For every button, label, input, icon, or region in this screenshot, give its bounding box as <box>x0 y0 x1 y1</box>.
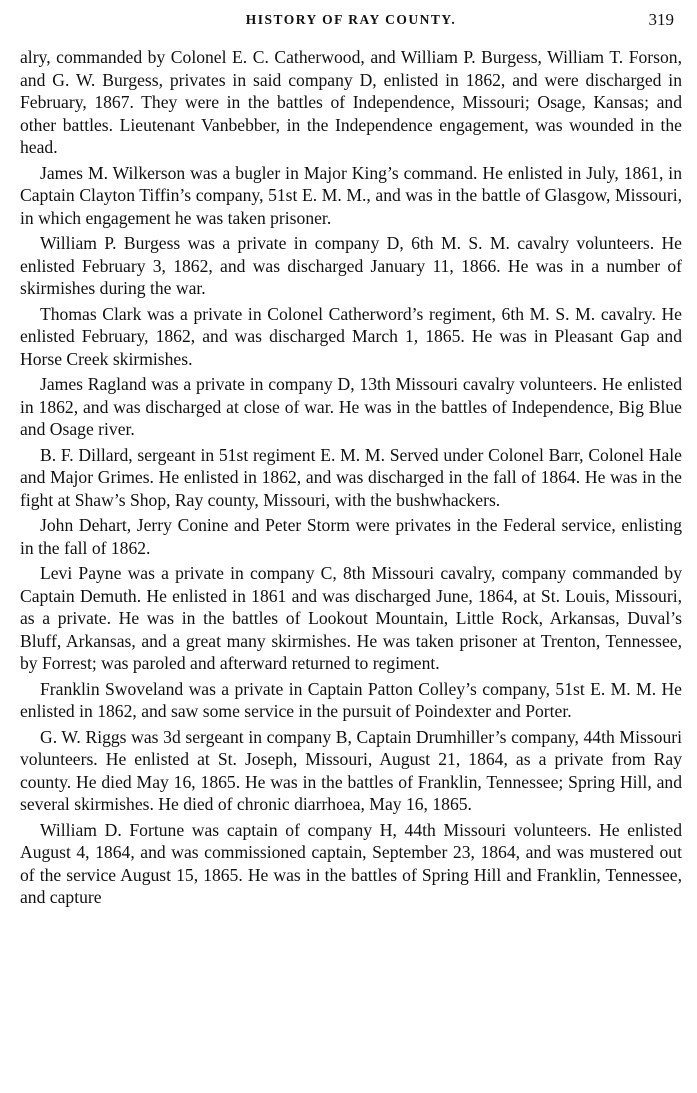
paragraph-swoveland: Franklin Swoveland was a private in Captain Patton Colley’s company, 51st E. M. M. He enlisted in 1862, and saw some service in the pursuit of Poindexter and Porter. <box>20 678 682 721</box>
paragraph-continued: alry, commanded by Colonel E. C. Catherwood, and William P. Burgess, William T. Forson, and G. W. Burgess, privates in said company D, enlisted in 1862, and were discharged in February, 1867. They were in the battles of Independence, Missouri; Osage, Kansas; and other battles. Lieutenant Vanbebber, in the Independence engagement, was wounded in the head. <box>20 47 682 157</box>
running-title: HISTORY OF RAY COUNTY. <box>245 12 457 27</box>
paragraph-dillard: B. F. Dillard, sergeant in 51st regiment E. M. M. Served under Colonel Barr, Colonel Hale and Major Grimes. He enlisted in 1862, and was discharged in the fall of 1864. He was in the fight at Shaw’s Shop, Ray county, Missouri, with the bushwhackers. <box>20 444 682 510</box>
paragraph-burgess: William P. Burgess was a private in company D, 6th M. S. M. cavalry volunteers. He enlisted February 3, 1862, and was discharged January 11, 1866. He was in a number of skirmishes during the war. <box>20 233 682 298</box>
paragraph-clark: Thomas Clark was a private in Colonel Catherword’s regiment, 6th M. S. M. cavalry. He enlisted February, 1862, and was discharged March 1, 1865. He was in Pleasant Gap and Horse Creek skirmishes. <box>20 303 682 369</box>
paragraph-dehart: John Dehart, Jerry Conine and Peter Storm were privates in the Federal service, enlisting in the fall of 1862. <box>20 515 682 558</box>
paragraph-wilkerson: James M. Wilkerson was a bugler in Major King’s command. He enlisted in July, 1861, in Captain Clayton Tiffin’s company, 51st E. M. M., and was in the battle of Glasgow, Missouri, in which engagement he was taken prisoner. <box>20 162 682 228</box>
paragraph-fortune: William D. Fortune was captain of company H, 44th Missouri volunteers. He enlisted August 4, 1864, and was commissioned captain, September 23, 1864, and was mustered out of the service August 15, 1865. He was in the battles of Spring Hill and Franklin, Tennessee, and capture <box>20 819 682 907</box>
page-number: 319 <box>648 10 674 29</box>
body-text <box>20 46 682 909</box>
paragraph-riggs: G. W. Riggs was 3d sergeant in company B, Captain Drumhiller’s company, 44th Missouri volunteers. He enlisted at St. Joseph, Missouri, August 21, 1864, as a private from Ray county. He died May 16, 1865. He was in the battles of Franklin, Tennessee; Spring Hill, and several skirmishes. He died of chronic diarrhoea, May 16, 1865. <box>20 726 682 814</box>
page-header <box>20 10 682 46</box>
paragraph-ragland: James Ragland was a private in company D, 13th Missouri cavalry volunteers. He enlisted in 1862, and was discharged at close of war. He was in the battles of Independence, Big Blue and Osage river. <box>20 374 682 439</box>
paragraph-payne: Levi Payne was a private in company C, 8th Missouri cavalry, company commanded by Captain Demuth. He enlisted in 1861 and was discharged June, 1864, at St. Louis, Missouri, as a private. He was in the battles of Lookout Mountain, Little Rock, Arkansas, Duval’s Bluff, Arkansas, and a great many skirmishes. He was taken prisoner at Trenton, Tennessee, by Forrest; was paroled and afterward returned to regiment. <box>20 563 682 673</box>
